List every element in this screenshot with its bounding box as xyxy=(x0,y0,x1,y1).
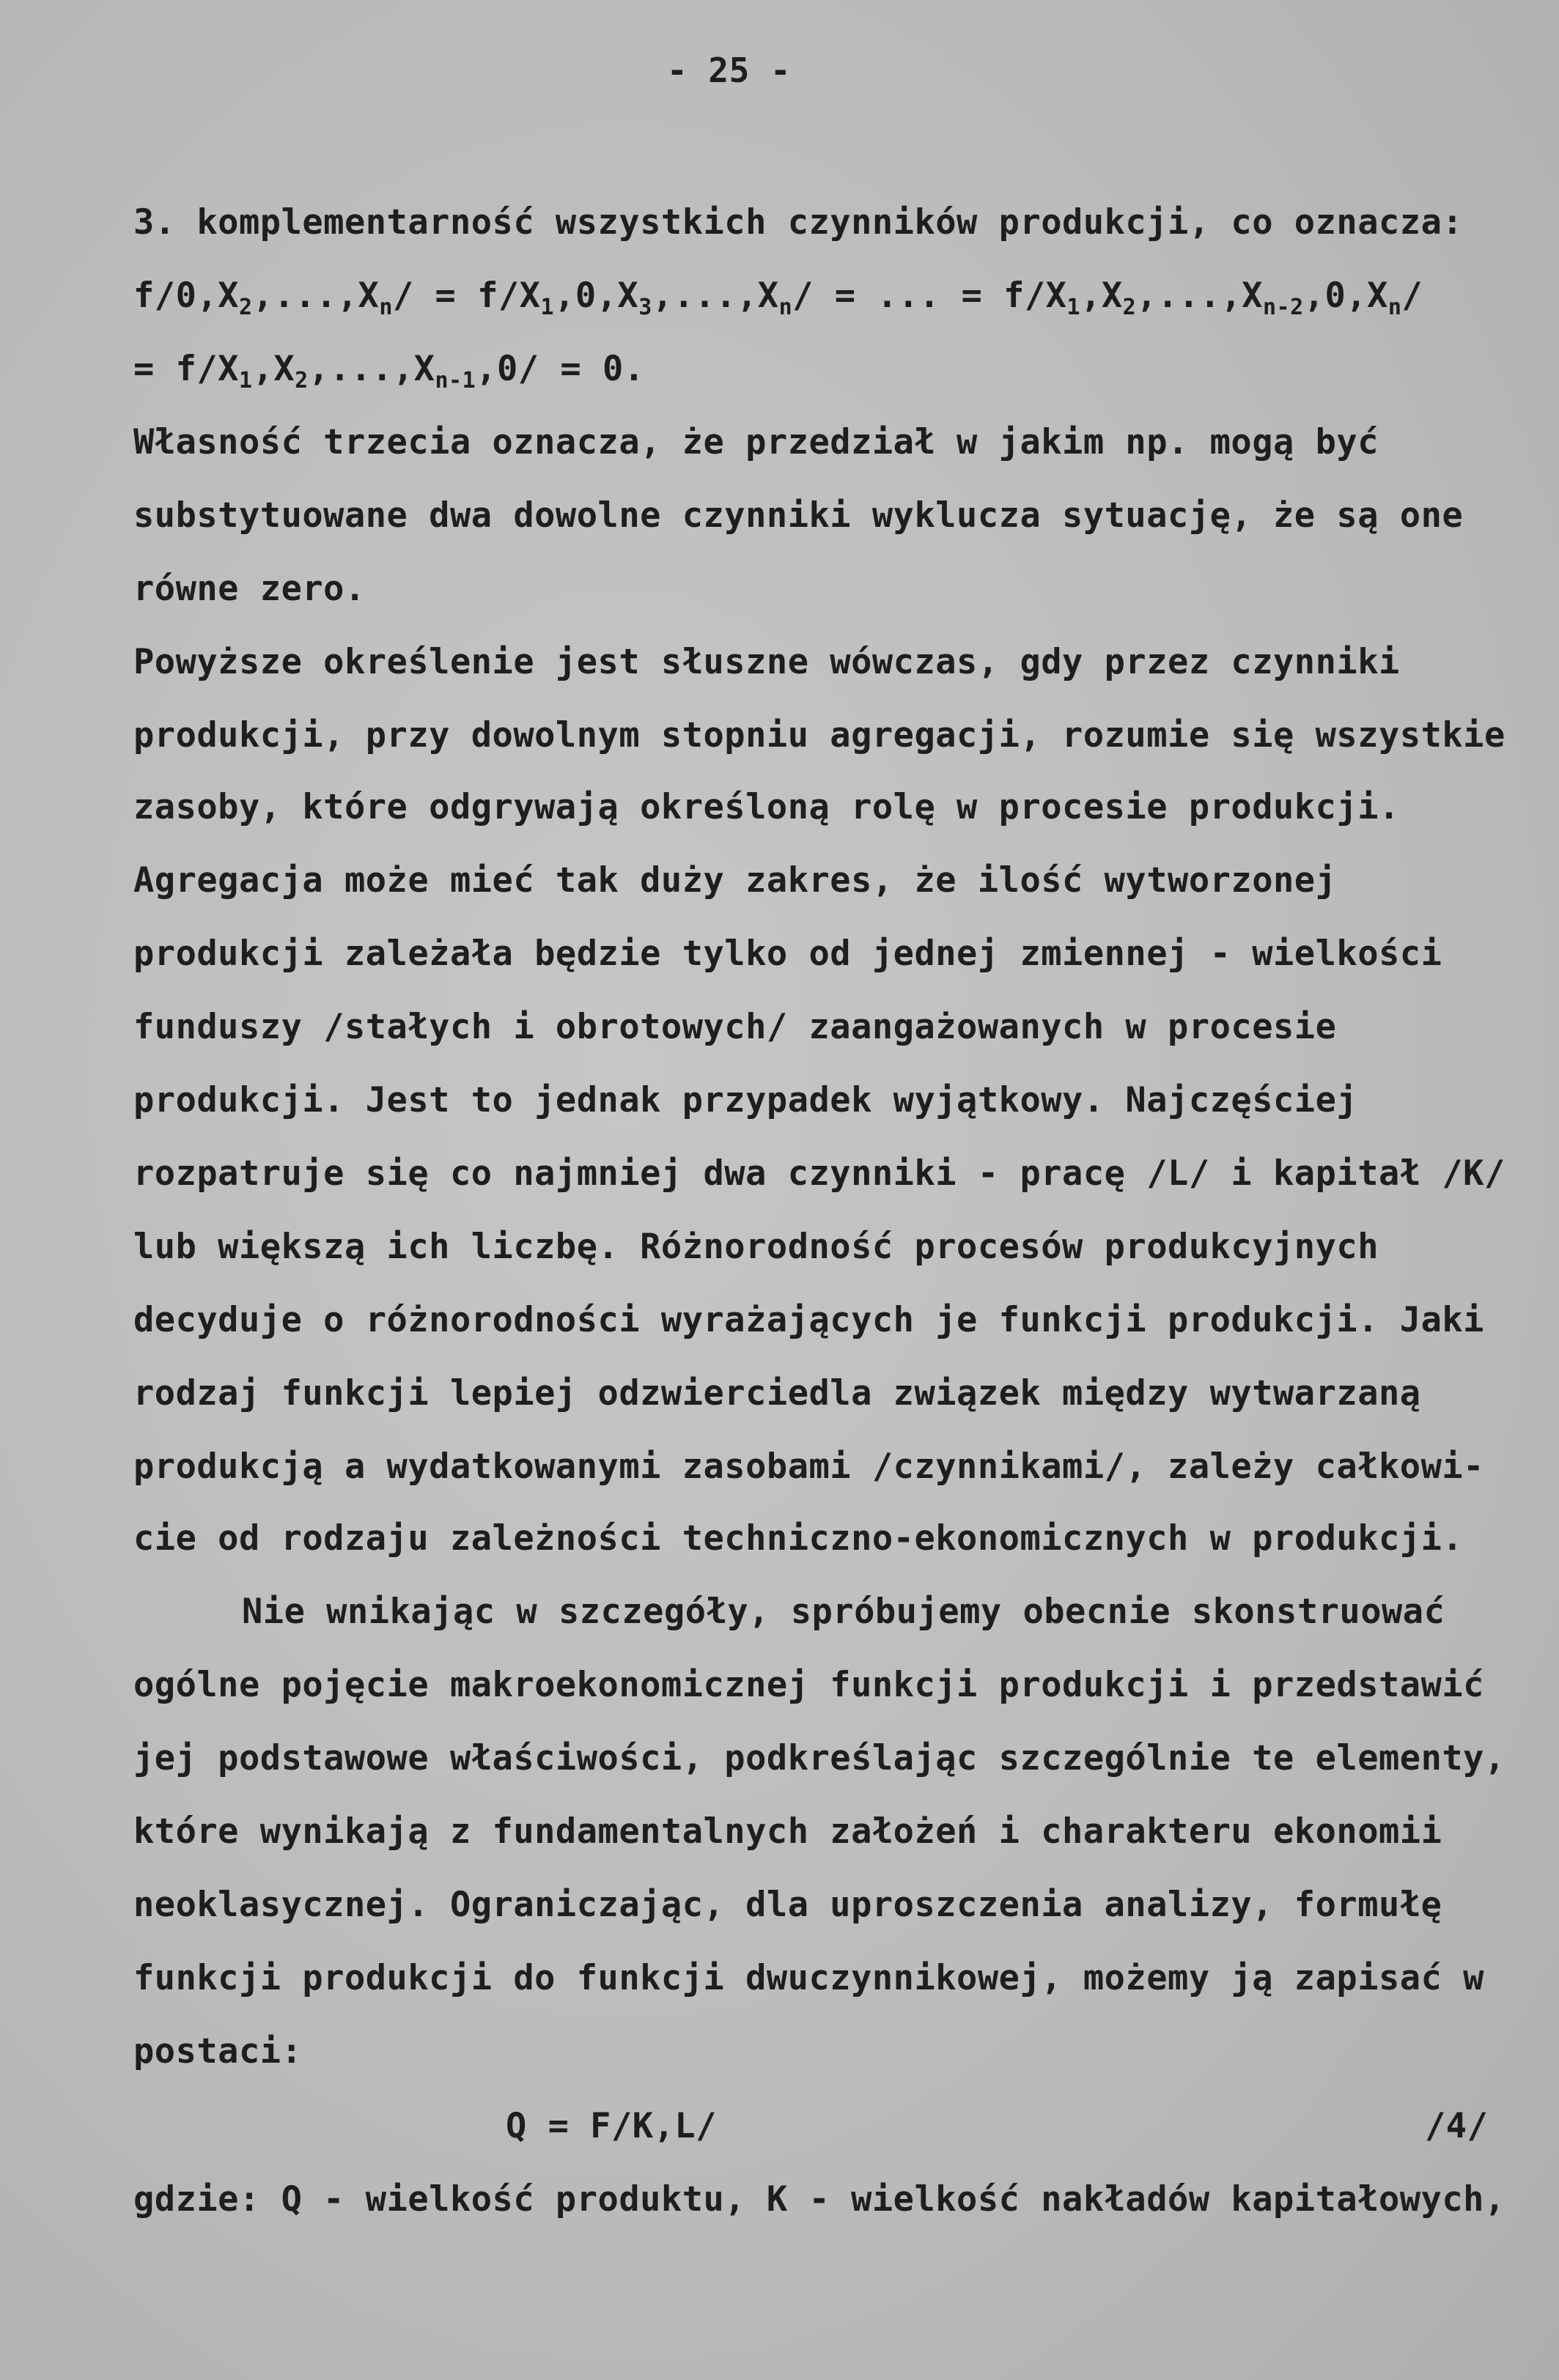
text-line: równe zero. xyxy=(133,569,366,609)
text-line: gdzie: Q - wielkość produktu, K - wielkość nakładów kapitałowych, xyxy=(133,2179,1505,2220)
text-line: Własność trzecia oznacza, że przedział w jakim np. mogą być xyxy=(133,422,1379,462)
text-line: postaci: xyxy=(133,2031,303,2072)
text-line: rodzaj funkcji lepiej odzwierciedla związek między wytwarzaną xyxy=(133,1373,1421,1413)
formula-line-1: $f/0,X_2,...,X_n/ = f/X_1,0,X_3,...,X_n/$ = ... = $f/X_1,X_2,...,X_{n-2},0,X_n/$ xyxy=(133,276,1423,320)
equation-number: /4/ xyxy=(1425,2106,1489,2146)
text-line: Nie wnikając w szczegóły, spróbujemy obecnie skonstruować xyxy=(242,1592,1445,1632)
text-line: lub większą ich liczbę. Różnorodność procesów produkcyjnych xyxy=(133,1227,1379,1267)
text-line: Powyższe określenie jest słuszne wówczas, gdy przez czynniki xyxy=(133,642,1400,682)
production-function-equation: Q = F/K,L/ xyxy=(506,2106,717,2146)
text-line: rozpatruje się co najmniej dwa czynniki - pracę /L/ i kapitał /K/ xyxy=(133,1153,1505,1194)
text-line: Agregacja może mieć tak duży zakres, że ilość wytworzonej xyxy=(133,860,1337,901)
text-line: produkcji. Jest to jednak przypadek wyjątkowy. Najczęściej xyxy=(133,1080,1358,1120)
text-line: ogólne pojęcie makroekonomicznej funkcji produkcji i przedstawić xyxy=(133,1665,1484,1705)
text-line: produkcją a wydatkowanymi zasobami /czynnikami/, zależy całkowi- xyxy=(133,1446,1484,1487)
formula-line-2: = $f/X_1,X_2,...,X_{n-1},0/ = 0$. xyxy=(133,349,645,393)
text-line: funduszy /stałych i obrotowych/ zaangażowanych w procesie xyxy=(133,1007,1337,1047)
text-line: decyduje o różnorodności wyrażających je funkcji produkcji. Jaki xyxy=(133,1300,1484,1340)
text-line: jej podstawowe właściwości, podkreślając szczególnie te elementy, xyxy=(133,1738,1505,1778)
text-line: zasoby, które odgrywają określoną rolę w procesie produkcji. xyxy=(133,787,1400,827)
text-line: 3. komplementarność wszystkich czynników produkcji, co oznacza: xyxy=(133,202,1464,243)
page-number: - 25 - xyxy=(667,51,792,90)
text-line: funkcji produkcji do funkcji dwuczynnikowej, możemy ją zapisać w xyxy=(133,1958,1484,1998)
text-line: substytuowane dwa dowolne czynniki wyklucza sytuację, że są one xyxy=(133,495,1464,536)
text-line: produkcji zależała będzie tylko od jednej zmiennej - wielkości xyxy=(133,934,1442,974)
text-line: które wynikają z fundamentalnych założeń i charakteru ekonomii xyxy=(133,1811,1442,1852)
text-line: produkcji, przy dowolnym stopniu agregacji, rozumie się wszystkie xyxy=(133,715,1505,755)
text-line: cie od rodzaju zależności techniczno-ekonomicznych w produkcji. xyxy=(133,1518,1464,1559)
text-line: neoklasycznej. Ograniczając, dla uproszczenia analizy, formułę xyxy=(133,1885,1442,1925)
